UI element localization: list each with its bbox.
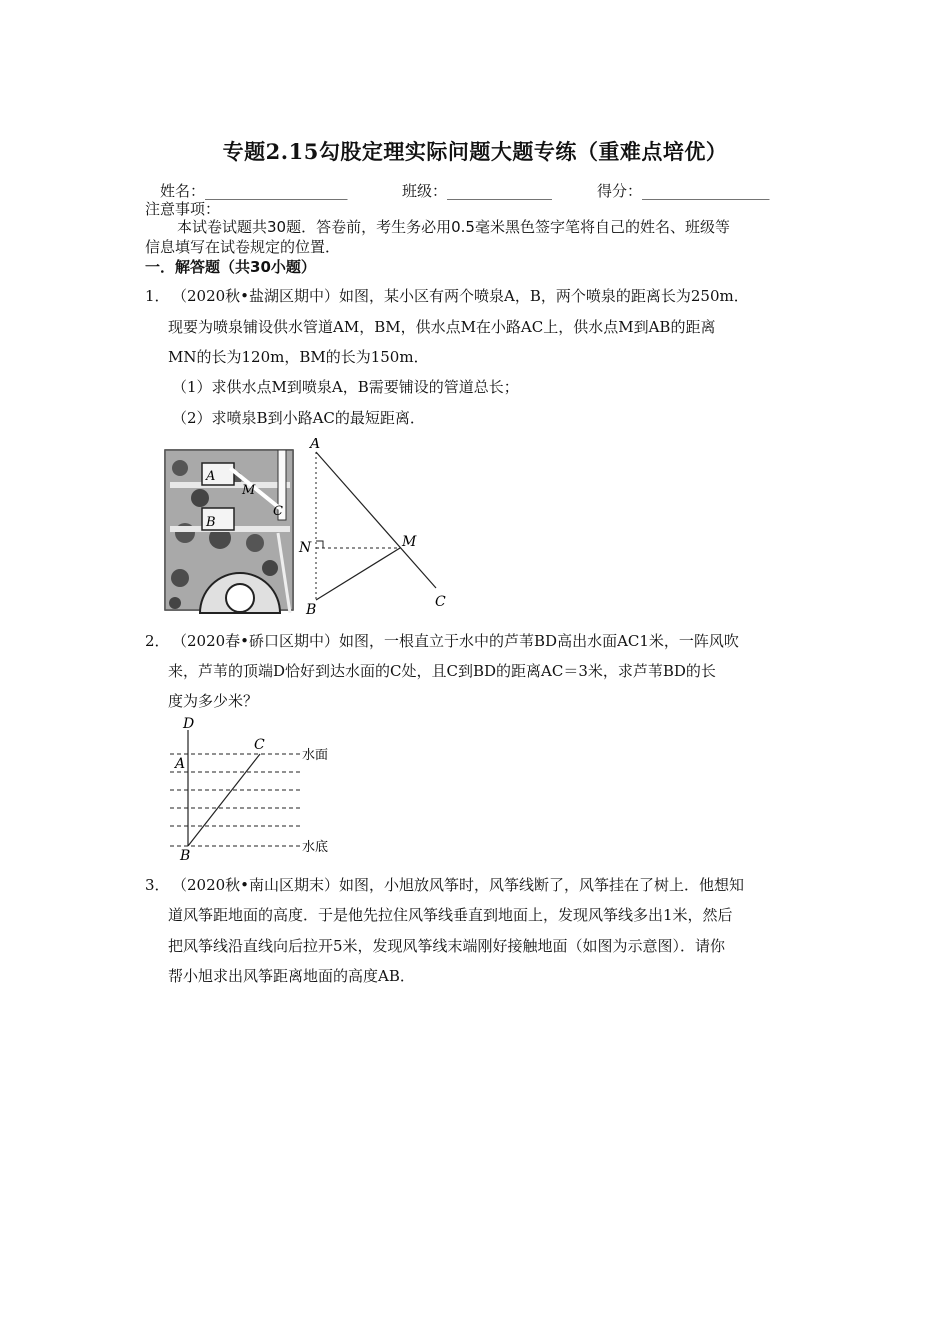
point-label-a: A: [310, 438, 321, 452]
right-angle-mark: [316, 541, 323, 548]
section-heading: 一．解答题（共30小题）: [145, 258, 316, 276]
point-label-c: C: [254, 737, 265, 753]
score-field: 得分：_________________: [597, 182, 770, 200]
question-2-line-1: （2020春•硚口区期中）如图，一根直立于水中的芦苇BD高出水面AC1米，一阵风吹: [172, 632, 739, 650]
point-label-a: A: [175, 756, 186, 772]
question-3-line-1: （2020秋•南山区期末）如图，小旭放风筝时，风筝线断了，风筝挂在了树上．他想知: [172, 876, 745, 894]
question-1-line-2: 现要为喷泉铺设供水管道AM，BM，供水点M在小路AC上，供水点M到AB的距离: [168, 318, 716, 336]
question-3-line-4: 帮小旭求出风筝距离地面的高度AB．: [168, 967, 415, 985]
water-bottom-label: 水底: [302, 840, 329, 855]
question-2-line-2: 来，芦苇的顶端D恰好到达水面的C处，且C到BD的距离AC＝3米，求芦苇BD的长: [168, 662, 716, 680]
notice-heading: 注意事项：: [145, 200, 221, 218]
notice-line-1: 本试卷试题共30题．答卷前，考生务必用0.5毫米黑色签字笔将自己的姓名、班级等: [177, 218, 730, 236]
park-photo: [165, 450, 293, 613]
point-label-n: N: [299, 540, 312, 556]
question-number: 2．: [145, 632, 170, 650]
bent-reed-bc-line: [188, 754, 260, 846]
photo-label-a: A: [206, 469, 216, 484]
question-number: 3．: [145, 876, 170, 894]
question-number: 1．: [145, 287, 170, 305]
class-field: 班级：______________: [402, 182, 553, 200]
point-label-b: B: [180, 848, 191, 864]
notice-line-2: 信息填写在试卷规定的位置．: [145, 238, 341, 256]
bm-line: [316, 548, 400, 600]
question-1-figure: [160, 438, 460, 618]
question-3-line-3: 把风筝线沿直线向后拉开5米，发现风筝线末端刚好接触地面（如图为示意图）．请你: [168, 937, 726, 955]
point-label-c: C: [435, 594, 446, 610]
ac-line: [316, 452, 436, 588]
point-label-d: D: [183, 716, 195, 732]
question-1-sub-1: （1）求供水点M到喷泉A，B需要铺设的管道总长；: [172, 378, 519, 396]
question-2-figure: [160, 716, 360, 864]
question-1-line-1: （2020秋•盐湖区期中）如图，某小区有两个喷泉A，B，两个喷泉的距离长为250m．: [172, 287, 749, 305]
question-1-line-3: MN的长为120m，BM的长为150m．: [168, 348, 429, 366]
question-2-line-3: 度为多少米？: [168, 692, 259, 710]
question-3-line-2: 道风筝距地面的高度．于是他先拉住风筝线垂直到地面上，发现风筝线多出1米，然后: [168, 906, 733, 924]
page-title: 专题2.15勾股定理实际问题大题专练（重难点培优）: [222, 139, 728, 164]
photo-label-m: M: [242, 483, 256, 498]
photo-label-c: C: [273, 504, 283, 519]
photo-label-b: B: [206, 515, 216, 530]
water-surface-label: 水面: [302, 748, 329, 763]
point-label-m: M: [402, 534, 417, 550]
question-1-sub-2: （2）求喷泉B到小路AC的最短距离．: [172, 409, 425, 427]
name-field: 姓名：___________________: [160, 182, 348, 200]
point-label-b: B: [306, 602, 317, 618]
